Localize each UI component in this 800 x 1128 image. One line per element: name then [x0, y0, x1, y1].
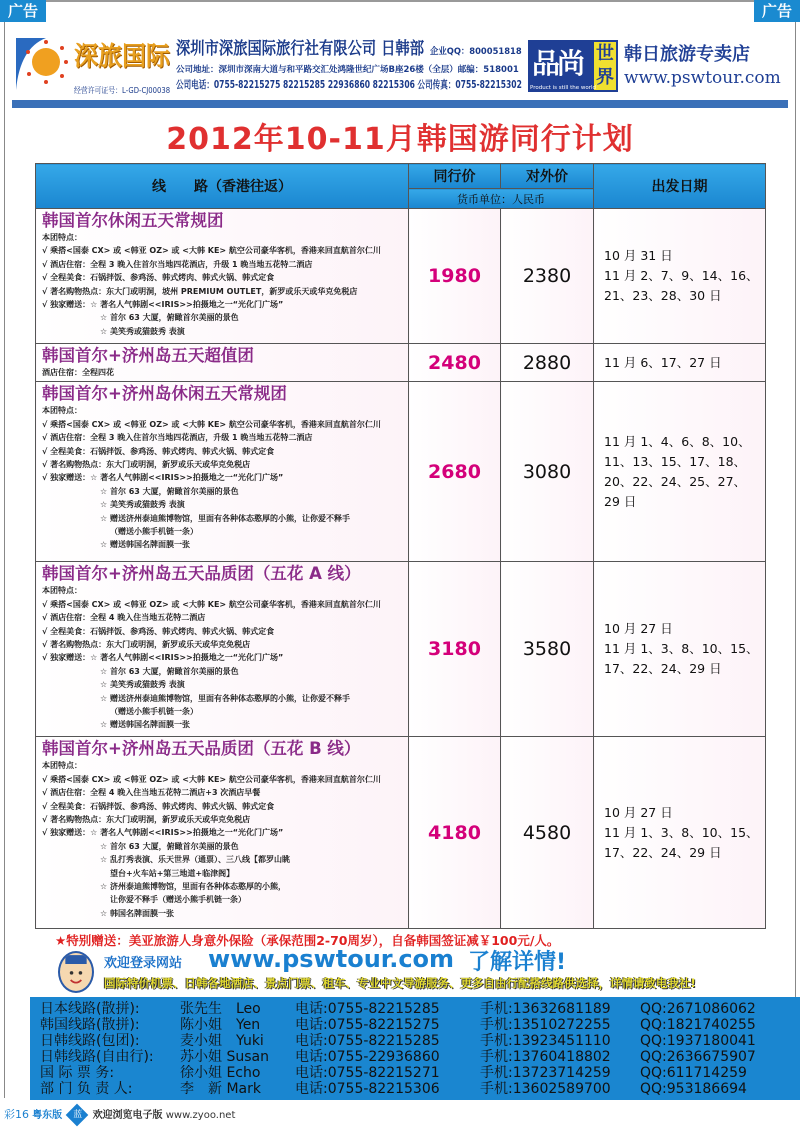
contact-name-text: 李 新 Mark — [180, 1081, 261, 1097]
contact-qq-text: QQ:953186694 — [640, 1081, 747, 1097]
feature-line: 酒店住宿：全程四花 — [42, 368, 114, 377]
tour-row — [36, 562, 766, 737]
tour-row — [36, 382, 766, 562]
feature-line: √ 酒店住宿：全程 4 晚入住当地五花特二酒店 — [42, 613, 206, 623]
tour-row — [36, 344, 766, 382]
feature-line: √ 著名购物热点：东大门或明洞，新罗或乐天或华克免税店 — [42, 460, 251, 470]
contact-name — [180, 1081, 295, 1097]
header-divider — [12, 100, 788, 108]
contact-tel-text: 电话:0755-82215285 — [295, 1001, 440, 1017]
tour-row — [36, 737, 766, 929]
ad-label-right: 广告 — [754, 0, 800, 22]
brand-world: 世界 — [596, 43, 614, 88]
feature-line: ☆ 首尔 63 大厦，俯瞰首尔美丽的景色 — [100, 841, 239, 851]
contact-line — [40, 1081, 180, 1097]
date-line: 10 月 27 日 — [604, 804, 673, 820]
contact-name-text: 陈小姐 Yen — [180, 1017, 261, 1033]
contact-name-text: 张先生 Leo — [180, 1001, 261, 1017]
route-cell — [36, 562, 409, 737]
contact-mobile — [480, 1081, 640, 1097]
contact-line-text: 日韩线路(包团): — [40, 1033, 140, 1049]
feature-line: 望台+火车站+第三地道+临津阁】 — [110, 868, 235, 878]
feature-line: √ 酒店住宿：全程 3 晚入住首尔当地四花酒店，升级 1 晚当地五花特二酒店 — [42, 433, 313, 443]
public-price: 4580 — [501, 737, 594, 929]
contact-tel-text: 电话:0755-22936860 — [295, 1049, 440, 1065]
peer-price: 4180 — [409, 737, 501, 929]
badge-icon — [66, 1104, 89, 1127]
agency-logo-text: 深旅国际 — [74, 42, 171, 72]
contact-row — [40, 1065, 800, 1081]
route-features — [42, 584, 402, 731]
company-name: 深圳市深旅国际旅行社有限公司 日韩部 — [176, 39, 425, 59]
feature-line: ☆ 美笑秀或猫鼓秀 表演 — [100, 500, 185, 510]
date-line: 11 月 2、7、9、14、16、 — [604, 268, 759, 283]
contact-tel — [295, 1017, 480, 1033]
route-cell — [36, 209, 409, 344]
contact-qq — [640, 1065, 747, 1081]
company-address: 公司地址：深圳市深南大道与和平路交汇处鸿隆世纪广场B座26楼（全层）邮编：518001 — [176, 65, 519, 75]
contact-name — [180, 1049, 295, 1065]
feature-line: 让你爱不释手（赠送小熊手机链一条） — [110, 895, 246, 905]
contact-qq — [640, 1017, 756, 1033]
contact-tel-text: 电话:0755-82215285 — [295, 1033, 440, 1049]
agency-header — [10, 32, 790, 100]
tour-table — [35, 163, 766, 929]
feature-line: √ 全程美食：石锅拌饭、参鸡汤、韩式烤肉、韩式火锅、韩式定食 — [42, 801, 275, 811]
page-title: 2012年10-11月韩国游同行计划 — [166, 122, 634, 157]
contact-line-text: 部 门 负 责 人: — [40, 1081, 133, 1097]
contact-tel — [295, 1065, 480, 1081]
contact-qq — [640, 1033, 756, 1049]
public-price: 2380 — [501, 209, 594, 344]
ad-label-left: 广告 — [0, 0, 46, 22]
feature-line: √ 乘搭<国泰 CX> 或 <韩亚 OZ> 或 <大韩 KE> 航空公司豪华客机，香港来回直航首尔仁川 — [42, 599, 381, 609]
feature-line: √ 独家赠送：☆ 著名人气韩剧<<IRIS>>拍摄地之一“光化门广场” — [42, 828, 284, 838]
header-dates: 出发日期 — [594, 164, 766, 209]
contact-tel-text: 电话:0755-82215271 — [295, 1065, 440, 1081]
departure-dates — [594, 562, 766, 737]
contact-tel-text: 电话:0755-82215275 — [295, 1017, 440, 1033]
feature-line: √ 全程美食：石锅拌饭、参鸡汤、韩式烤肉、韩式火锅、韩式定食 — [42, 446, 275, 456]
page-border-left — [4, 22, 5, 1098]
contact-qq-text: QQ:2636675907 — [640, 1049, 756, 1065]
feature-line: 本团特点： — [42, 586, 82, 596]
feature-line: ☆ 赠送韩国名牌面膜一张 — [100, 540, 190, 550]
company-phone: 公司电话：0755-82215275 82215285 22936860 82215306 公司传真：0755-82215302 — [176, 79, 522, 91]
feature-line: √ 乘搭<国泰 CX> 或 <韩亚 OZ> 或 <大韩 KE> 航空公司豪华客机，香港来回直航首尔仁川 — [42, 774, 381, 784]
route-features — [42, 404, 402, 551]
brand-slogan: Product is still the world — [530, 85, 597, 91]
date-line: 17、22、24、29 日 — [604, 661, 722, 677]
website-link[interactable]: www.pswtour.com — [208, 945, 455, 973]
brand-logo — [528, 40, 618, 92]
route-cell — [36, 737, 409, 929]
date-line: 11、13、15、17、18、 — [604, 453, 747, 469]
contact-line — [40, 1065, 180, 1081]
contact-name-text: 徐小姐 Echo — [180, 1065, 261, 1081]
badge-text: 蓝 — [73, 1110, 83, 1121]
tour-row — [36, 209, 766, 344]
route-title: 韩国首尔+济州岛五天品质团（五花 A 线） — [42, 564, 361, 584]
contacts-panel — [30, 997, 800, 1100]
contact-mobile — [480, 1017, 640, 1033]
footer-url[interactable]: www.zyoo.net — [165, 1110, 236, 1121]
contact-qq-text: QQ:2671086062 — [640, 1001, 756, 1017]
feature-line: 本团特点： — [42, 761, 82, 771]
contact-mobile — [480, 1049, 640, 1065]
contact-line — [40, 1017, 180, 1033]
contact-name-text: 苏小姐 Susan — [180, 1049, 269, 1065]
browse-text: 欢迎浏览电子版 — [92, 1110, 163, 1121]
feature-line: ☆ 韩国名牌面膜一张 — [100, 908, 174, 918]
contact-mobile-text: 手机:13510272255 — [480, 1017, 611, 1033]
header-route: 线 路（香港往返） — [36, 164, 409, 209]
departure-dates — [594, 209, 766, 344]
contact-mobile-text: 手机:13923451110 — [480, 1033, 611, 1049]
feature-line: （赠送小熊手机链一条） — [110, 527, 198, 537]
feature-line: ☆ 赠送济州泰迪熊博物馆，里面有各种体态憨厚的小熊，让你爱不释手 — [100, 693, 350, 703]
contact-tel-text: 电话:0755-82215306 — [295, 1081, 440, 1097]
contact-line-text: 韩国线路(散拼): — [40, 1017, 140, 1033]
sun-logo-icon — [16, 38, 72, 90]
learn-more: 了解详情! — [468, 950, 567, 975]
feature-line: √ 酒店住宿：全程 4 晚入住当地五花特二酒店+3 次酒店早餐 — [42, 788, 261, 798]
public-price: 3580 — [501, 562, 594, 737]
contact-mobile-text: 手机:13632681189 — [480, 1001, 611, 1017]
feature-line: ☆ 济州泰迪熊博物馆，里面有各种体态憨厚的小熊， — [100, 882, 286, 892]
route-cell — [36, 344, 409, 382]
feature-line: ☆ 赠送韩国名牌面膜一张 — [100, 720, 190, 730]
page-footer — [0, 1106, 235, 1123]
mascot-icon — [58, 951, 94, 993]
route-features — [42, 231, 402, 338]
feature-line: √ 著名购物热点：东大门或明洞，新罗或乐天或华克免税店 — [42, 815, 251, 825]
public-price: 2880 — [501, 344, 594, 382]
feature-line: ☆ 美笑秀或猫鼓秀 表演 — [100, 680, 185, 690]
date-line: 17、22、24、29 日 — [604, 844, 722, 860]
contact-mobile-text: 手机:13602589700 — [480, 1081, 611, 1097]
date-line: 29 日 — [604, 493, 637, 509]
shop-name: 韩日旅游专卖店 — [624, 44, 750, 65]
shop-url[interactable]: www.pswtour.com — [624, 68, 781, 88]
date-line: 11 月 1、3、8、10、15、 — [604, 641, 759, 657]
date-line: 11 月 1、3、8、10、15、 — [604, 824, 759, 840]
feature-line: ☆ 首尔 63 大厦，俯瞰首尔美丽的景色 — [100, 666, 239, 676]
contact-line-text: 国 际 票 务: — [40, 1065, 115, 1081]
services-banner: 国际特价机票、日韩各地酒店、景点门票、租车、专业中文导游服务、更多自由行配搭线路供选择，详情请致电我社! — [104, 976, 696, 990]
departure-dates — [594, 344, 766, 382]
page-border-right — [795, 22, 796, 1098]
contact-tel — [295, 1001, 480, 1017]
feature-line: ☆ 首尔 63 大厦，俯瞰首尔美丽的景色 — [100, 313, 239, 323]
date-line: 11 月 6、17、27 日 — [604, 354, 722, 370]
contact-qq-text: QQ:1821740255 — [640, 1017, 756, 1033]
feature-line: （赠送小熊手机链一条） — [110, 707, 198, 717]
contact-name-text: 麦小姐 Yuki — [180, 1033, 264, 1049]
feature-line: √ 独家赠送：☆ 著名人气韩剧<<IRIS>>拍摄地之一“光化门广场” — [42, 473, 284, 483]
contact-mobile-text: 手机:13723714259 — [480, 1065, 611, 1081]
brand-mark: 品尚 — [532, 47, 583, 80]
contact-mobile — [480, 1033, 640, 1049]
contact-qq — [640, 1081, 747, 1097]
feature-line: ☆ 赠送济州泰迪熊博物馆，里面有各种体态憨厚的小熊，让你爱不释手 — [100, 513, 350, 523]
welcome-text: 欢迎登录网站 — [104, 956, 183, 971]
feature-line: √ 乘搭<国泰 CX> 或 <韩亚 OZ> 或 <大韩 KE> 航空公司豪华客机，香港来回直航首尔仁川 — [42, 419, 381, 429]
contact-line — [40, 1001, 180, 1017]
feature-line: ☆ 美笑秀或猫鼓秀 表演 — [100, 326, 185, 336]
date-line: 10 月 31 日 — [604, 248, 673, 263]
contact-line-text: 日韩线路(自由行): — [40, 1049, 154, 1065]
special-gift: ★特别赠送：美亚旅游人身意外保险（承保范围2-70周岁），自备韩国签证减￥100元/人。 — [55, 933, 560, 948]
currency-note: 货币单位：人民币 — [409, 189, 594, 209]
departure-dates — [594, 382, 766, 562]
date-line: 11 月 1、4、6、8、10、 — [604, 433, 751, 449]
contact-row — [40, 1033, 800, 1049]
feature-line: √ 乘搭<国泰 CX> 或 <韩亚 OZ> 或 <大韩 KE> 航空公司豪华客机，香港来回直航首尔仁川 — [42, 246, 381, 256]
top-divider — [46, 0, 754, 2]
contact-mobile-text: 手机:13760418802 — [480, 1049, 611, 1065]
feature-line: √ 独家赠送：☆ 著名人气韩剧<<IRIS>>拍摄地之一“光化门广场” — [42, 653, 284, 663]
public-price: 3080 — [501, 382, 594, 562]
peer-price: 2480 — [409, 344, 501, 382]
feature-line: √ 著名购物热点：东大门或明洞，新罗或乐天或华克免税店 — [42, 640, 251, 650]
route-features — [42, 366, 402, 379]
contact-tel — [295, 1081, 480, 1097]
license-number: 经营许可证号：L-GD-CJ00038 — [74, 86, 171, 95]
feature-line: √ 全程美食：石锅拌饭、参鸡汤、韩式烤肉、韩式火锅、韩式定食 — [42, 273, 275, 283]
contact-row — [40, 1001, 800, 1017]
date-line: 21、23、28、30 日 — [604, 288, 722, 303]
contact-name — [180, 1001, 295, 1017]
peer-price: 3180 — [409, 562, 501, 737]
feature-line: √ 酒店住宿：全程 3 晚入住首尔当地四花酒店，升级 1 晚当地五花特二酒店 — [42, 259, 313, 269]
contact-row — [40, 1081, 800, 1097]
route-title: 韩国首尔+济州岛五天超值团 — [42, 346, 254, 365]
contact-row — [40, 1049, 800, 1065]
feature-line: 本团特点： — [42, 233, 82, 242]
peer-price: 2680 — [409, 382, 501, 562]
contact-mobile — [480, 1001, 640, 1017]
date-line: 10 月 27 日 — [604, 621, 673, 637]
contact-tel — [295, 1033, 480, 1049]
contact-qq — [640, 1001, 756, 1017]
feature-line: ☆ 首尔 63 大厦，俯瞰首尔美丽的景色 — [100, 486, 239, 496]
route-title: 韩国首尔+济州岛休闲五天常规团 — [42, 384, 287, 404]
contact-name — [180, 1065, 295, 1081]
route-features — [42, 759, 402, 920]
company-qq: 企业QQ：800051818 — [430, 47, 522, 57]
feature-line: 本团特点： — [42, 406, 82, 416]
edition: 粤东版 — [32, 1110, 63, 1121]
peer-price: 1980 — [409, 209, 501, 344]
departure-dates — [594, 737, 766, 929]
contact-mobile — [480, 1065, 640, 1081]
header-peer-price: 同行价 — [409, 164, 501, 189]
date-line: 20、22、24、25、27、 — [604, 473, 747, 489]
route-title: 韩国首尔+济州岛五天品质团（五花 B 线） — [42, 739, 361, 759]
contact-qq-text: QQ:611714259 — [640, 1065, 747, 1081]
feature-line: ☆ 乱打秀表演、乐天世界（通票）、三八线【都罗山眺 — [100, 855, 290, 865]
contact-line — [40, 1049, 180, 1065]
contact-qq — [640, 1049, 756, 1065]
feature-line: √ 全程美食：石锅拌饭、参鸡汤、韩式烤肉、韩式火锅、韩式定食 — [42, 626, 275, 636]
contact-qq-text: QQ:1937180041 — [640, 1033, 756, 1049]
feature-line: √ 独家赠送：☆ 著名人气韩剧<<IRIS>>拍摄地之一“光化门广场” — [42, 300, 284, 310]
contact-name — [180, 1017, 295, 1033]
contact-tel — [295, 1049, 480, 1065]
feature-line: √ 著名购物热点：东大门或明洞，坡州 PREMIUM OUTLET，新罗或乐天或华克免税店 — [42, 286, 358, 296]
contact-line-text: 日本线路(散拼): — [40, 1001, 140, 1017]
contact-name — [180, 1033, 295, 1049]
contact-row — [40, 1017, 800, 1033]
contact-line — [40, 1033, 180, 1049]
header-public-price: 对外价 — [501, 164, 594, 189]
route-cell — [36, 382, 409, 562]
route-title: 韩国首尔休闲五天常规团 — [42, 211, 224, 230]
page-number: 彩16 — [4, 1108, 29, 1121]
